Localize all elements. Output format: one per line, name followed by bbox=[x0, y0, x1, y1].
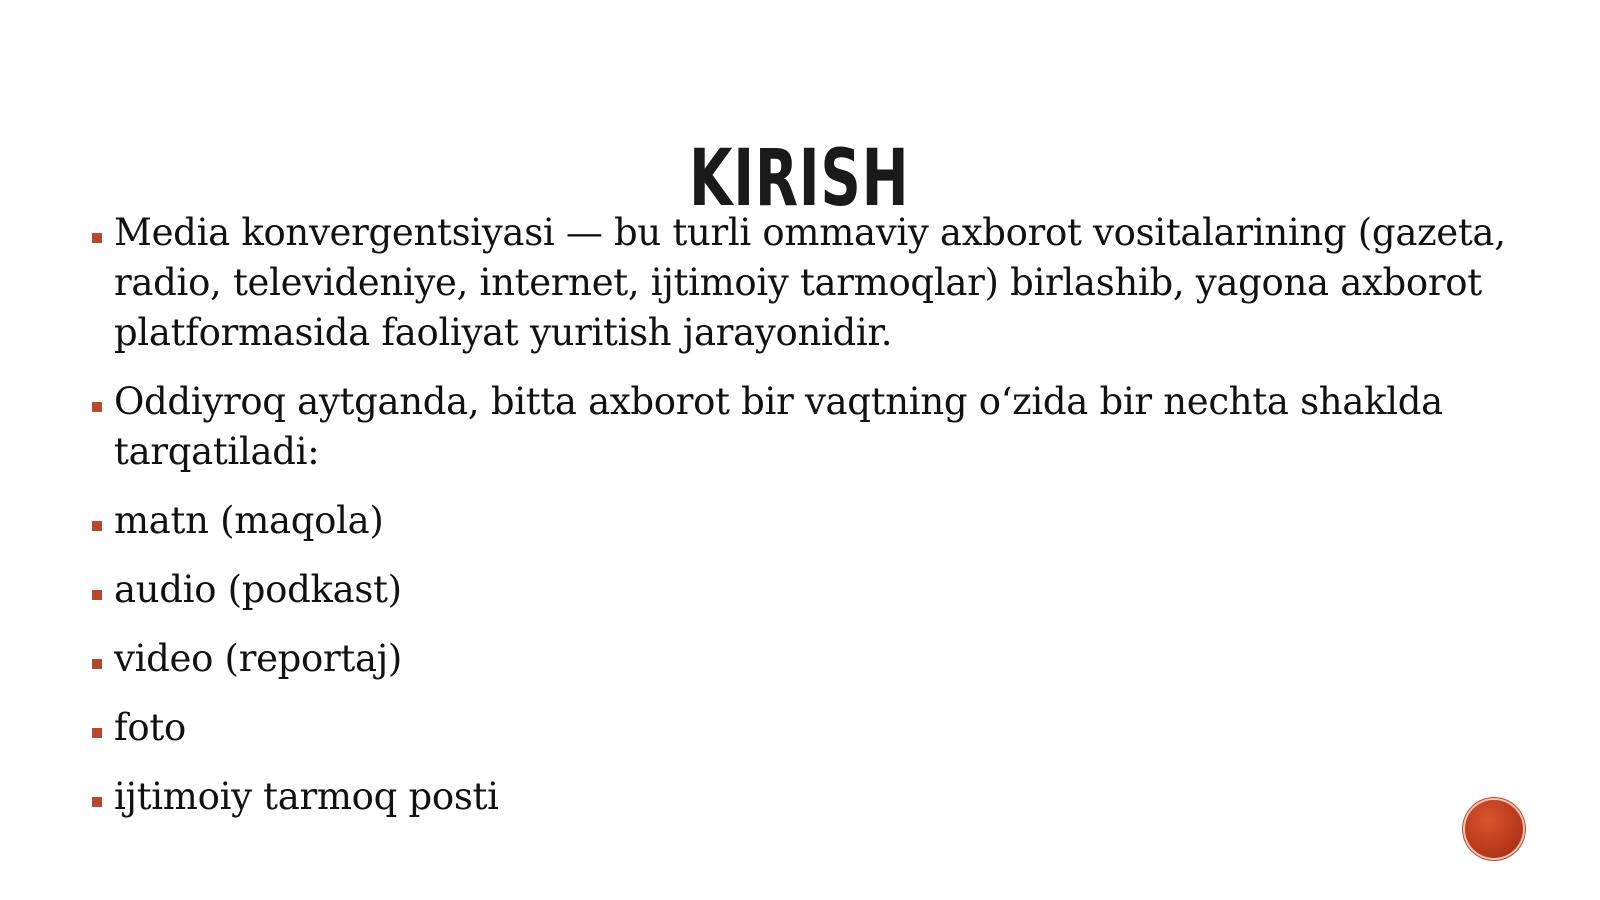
bullet-item bbox=[88, 496, 1548, 546]
bullet-item bbox=[88, 703, 1548, 753]
bullet-square-icon bbox=[92, 402, 102, 412]
bullet-item bbox=[88, 208, 1548, 358]
bullet-square-icon bbox=[92, 659, 102, 669]
bullet-text: foto bbox=[114, 706, 186, 749]
bullet-square-icon bbox=[92, 590, 102, 600]
bullet-square-icon bbox=[92, 521, 102, 531]
bullet-text: Oddiyroq aytganda, bitta axborot bir vaqtning o‘zida bir nechta shaklda tarqatiladi: bbox=[114, 380, 1443, 473]
bullet-text: audio (podkast) bbox=[114, 568, 402, 611]
bullet-item bbox=[88, 634, 1548, 684]
bullet-text: ijtimoiy tarmoq posti bbox=[114, 775, 499, 818]
slide-title: KIRISH bbox=[688, 134, 910, 225]
bullet-text: video (reportaj) bbox=[114, 637, 403, 680]
bullet-text: matn (maqola) bbox=[114, 499, 384, 542]
bullet-square-icon bbox=[92, 728, 102, 738]
bullet-item bbox=[88, 377, 1548, 477]
bullet-square-icon bbox=[92, 233, 102, 243]
bullet-item bbox=[88, 772, 1548, 822]
circle-button-icon[interactable] bbox=[1465, 800, 1523, 858]
bullet-list bbox=[88, 208, 1548, 841]
bullet-item bbox=[88, 565, 1548, 615]
bullet-square-icon bbox=[92, 797, 102, 807]
bullet-text: Media konvergentsiyasi — bu turli ommaviy axborot vositalarining (gazeta, radio, televideniye, internet, ijtimoiy tarmoqlar) birlashib, yagona axborot platformasida faoliyat yuritish jarayonidir. bbox=[114, 211, 1506, 354]
